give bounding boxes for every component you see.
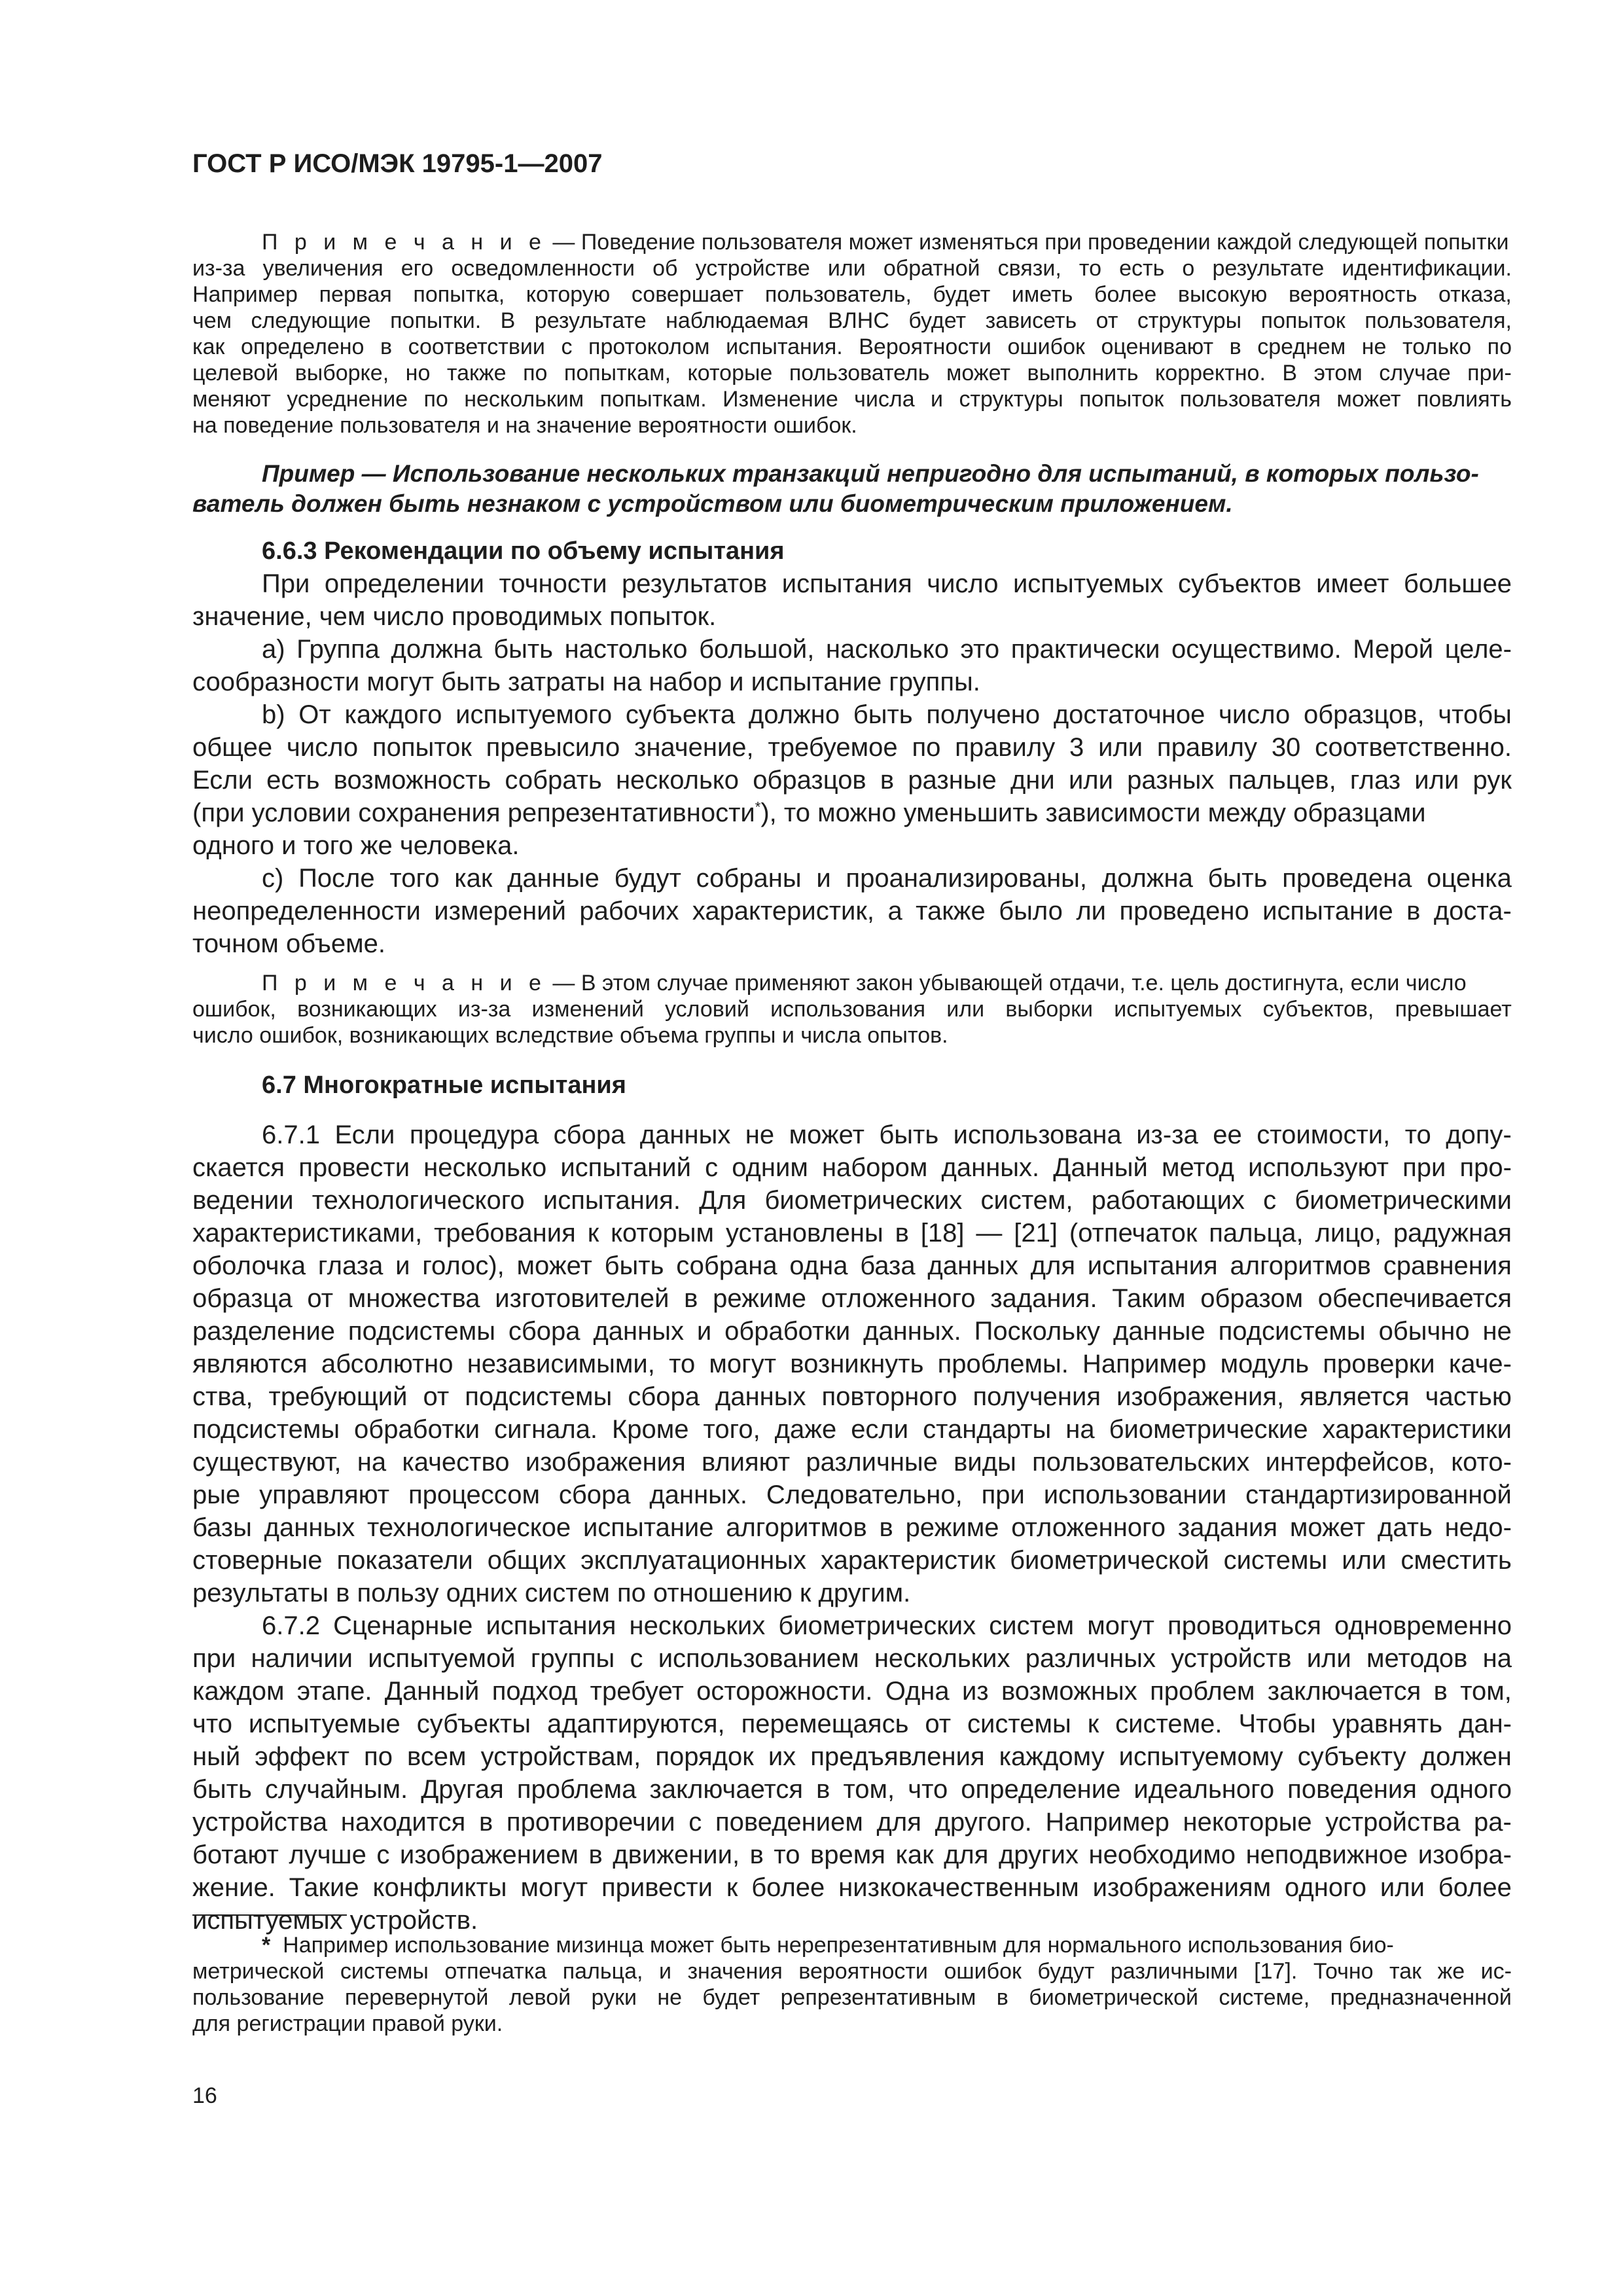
example-line: ватель должен быть незнаком с устройством или биометрическим приложением.: [192, 490, 1233, 517]
paragraph-line: быть случайным. Другая проблема заключается в том, что определение идеального поведения одного: [192, 1775, 1512, 1804]
example-line: Пример — Использование нескольких транзакций непригодно для испытаний, в которых пользо-: [262, 460, 1479, 487]
note-line: П р и м е ч а н и е — В этом случае применяют закон убывающей отдачи, т.е. цель достигнута, если число: [262, 971, 1467, 996]
paragraph-line: (при условии сохранения репрезентативности*), то можно уменьшить зависимости между образцами: [192, 798, 1426, 827]
footnote-line: метрической системы отпечатка пальца, и значения вероятности ошибок будут различными [17]. Точно так же ис-: [192, 1959, 1512, 1984]
note-line: П р и м е ч а н и е — Поведение пользователя может изменяться при проведении каждой следующей попытки: [262, 230, 1509, 255]
paragraph-line: образца от множества изготовителей в режиме отложенного задания. Таким образом обеспечивается: [192, 1284, 1512, 1313]
paragraph-line: При определении точности результатов испытания число испытуемых субъектов имеет большее: [262, 569, 1512, 598]
list-item-c: c) После того как данные будут собраны и проанализированы, должна быть проведена оценка: [262, 864, 1512, 893]
paragraph-line: устройства находится в противоречии с поведением для другого. Например некоторые устройства ра-: [192, 1808, 1512, 1837]
paragraph-line: сообразности могут быть затраты на набор и испытание группы.: [192, 668, 980, 696]
section-heading: 6.7 Многократные испытания: [262, 1071, 626, 1099]
note-line: ошибок, возникающих из-за изменений условий использования или выборки испытуемых субъектов, превышает: [192, 997, 1512, 1022]
paragraph-line: Если есть возможность собрать несколько образцов в разные дни или разных пальцев, глаз или рук: [192, 766, 1512, 795]
note-line: из-за увеличения его осведомленности об устройстве или обратной связи, то есть о результате идентификации.: [192, 256, 1512, 281]
paragraph-line: 6.7.1 Если процедура сбора данных не может быть использована из-за ее стоимости, то допу-: [262, 1121, 1512, 1149]
footnote-line: * Например использование мизинца может быть нерепрезентативным для нормального использования био-: [262, 1933, 1394, 1958]
list-item-a: a) Группа должна быть настолько большой, насколько это практически осуществимо. Мерой целе-: [262, 635, 1512, 664]
page-number: 16: [192, 2083, 217, 2108]
paragraph-line: являются абсолютно независимыми, то могут возникнуть проблемы. Например модуль проверки каче-: [192, 1350, 1512, 1378]
note-label: П р и м е ч а н и е: [262, 230, 546, 255]
note-line: на поведение пользователя и на значение вероятности ошибок.: [192, 413, 857, 438]
paragraph-line: ный эффект по всем устройствам, порядок их предъявления каждому испытуемому субъекту должен: [192, 1742, 1512, 1771]
paragraph-line: значение, чем число проводимых попыток.: [192, 602, 717, 631]
paragraph-line: стоверные показатели общих эксплуатационных характеристик биометрической системы или сместить: [192, 1546, 1512, 1575]
paragraph-line: испытуемых устройств.: [192, 1906, 478, 1935]
note-line: как определено в соответствии с протоколом испытания. Вероятности ошибок оценивают в среднем не только по: [192, 334, 1512, 359]
paragraph-line: рые управляют процессом сбора данных. Следовательно, при использовании стандартизированной: [192, 1480, 1512, 1509]
paragraph-line: скается провести несколько испытаний с одним набором данных. Данный метод используют при про-: [192, 1153, 1512, 1182]
paragraph-line: что испытуемые субъекты адаптируются, перемещаясь от системы к системе. Чтобы уравнять дан-: [192, 1710, 1512, 1738]
paragraph-line: характеристиками, требования к которым установлены в [18] — [21] (отпечаток пальца, лицо, радужная: [192, 1219, 1512, 1247]
paragraph-line: при наличии испытуемой группы с использованием нескольких различных устройств или методов на: [192, 1644, 1512, 1673]
footnote-marker: *: [262, 1933, 271, 1958]
paragraph-line: точном объеме.: [192, 929, 385, 958]
footnote-line: пользование перевернутой левой руки не будет репрезентативным в биометрической системе, предназначенной: [192, 1985, 1512, 2010]
document-header: ГОСТ Р ИСО/МЭК 19795-1—2007: [192, 149, 603, 178]
paragraph-line: 6.7.2 Сценарные испытания нескольких биометрических систем могут проводиться одновременно: [262, 1611, 1512, 1640]
paragraph-line: неопределенности измерений рабочих характеристик, а также было ли проведено испытание в доста-: [192, 897, 1512, 925]
note-line: число ошибок, возникающих вследствие объема группы и числа опытов.: [192, 1023, 948, 1048]
note-line: Например первая попытка, которую совершает пользователь, будет иметь более высокую вероятность отказа,: [192, 282, 1512, 307]
note-line: меняют усреднение по нескольким попыткам. Изменение числа и структуры попыток пользователя может повлиять: [192, 387, 1512, 412]
paragraph-line: каждом этапе. Данный подход требует осторожности. Одна из возможных проблем заключается в том,: [192, 1677, 1512, 1706]
paragraph-line: существуют, на качество изображения влияют различные виды пользовательских интерфейсов, кото-: [192, 1448, 1512, 1477]
paragraph-line: общее число попыток превысило значение, требуемое по правилу 3 или правилу 30 соответственно.: [192, 733, 1512, 762]
paragraph-line: базы данных технологическое испытание алгоритмов в режиме отложенного задания может дать недо-: [192, 1513, 1512, 1542]
paragraph-line: разделение подсистемы сбора данных и обработки данных. Поскольку данные подсистемы обычно не: [192, 1317, 1512, 1346]
note-line: чем следующие попытки. В результате наблюдаемая ВЛНС будет зависеть от структуры попыток пользователя,: [192, 308, 1512, 333]
paragraph-line: жение. Такие конфликты могут привести к более низкокачественным изображениям одного или более: [192, 1873, 1512, 1902]
paragraph-line: оболочка глаза и голос), может быть собрана одна база данных для испытания алгоритмов сравнения: [192, 1251, 1512, 1280]
footnote-ref: *: [755, 798, 761, 816]
paragraph-line: подсистемы обработки сигнала. Кроме того, даже если стандарты на биометрические характеристики: [192, 1415, 1512, 1444]
paragraph-line: одного и того же человека.: [192, 831, 520, 860]
paragraph-line: ведении технологического испытания. Для биометрических систем, работающих с биометрическими: [192, 1186, 1512, 1215]
paragraph-line: результаты в пользу одних систем по отношению к другим.: [192, 1579, 911, 1607]
note-label: П р и м е ч а н и е: [262, 971, 546, 996]
note-line: целевой выборке, но также по попыткам, которые пользователь может выполнить корректно. В этом случае при-: [192, 361, 1512, 386]
paragraph-line: ботают лучше с изображением в движении, в то время как для других необходимо неподвижное изобра-: [192, 1840, 1512, 1869]
paragraph-line: ства, требующий от подсистемы сбора данных повторного получения изображения, является частью: [192, 1382, 1512, 1411]
list-item-b: b) От каждого испытуемого субъекта должно быть получено достаточное число образцов, чтобы: [262, 700, 1512, 729]
section-heading: 6.6.3 Рекомендации по объему испытания: [262, 537, 785, 565]
footnote-line: для регистрации правой руки.: [192, 2011, 503, 2036]
footnote-separator: [192, 1914, 347, 1916]
